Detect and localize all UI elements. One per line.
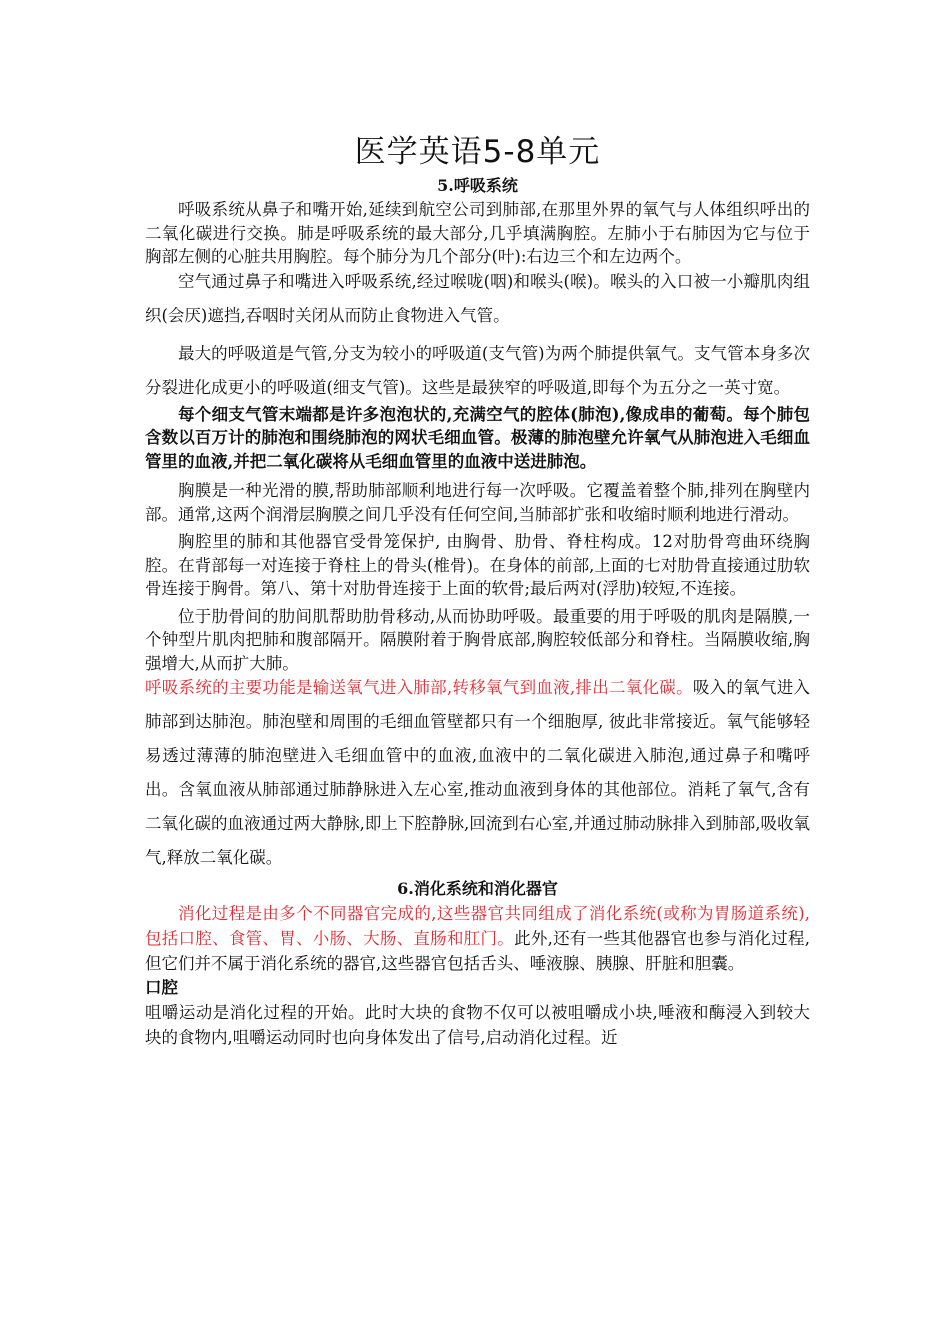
sub-heading-mouth: 口腔 <box>145 978 178 997</box>
highlight-main-function: 呼吸系统的主要功能是输送氧气进入肺部,转移氧气到血液,排出二氧化碳。 <box>145 678 693 697</box>
paragraph-respiratory-overview: 呼吸系统从鼻子和嘴开始,延续到航空公司到肺部,在那里外界的氧气与人体组织呼出的二氧化碳进行交换。肺是呼吸系统的最大部分,几乎填满胸腔。左肺小于右肺因为它与位于胸部左侧的心脏共用胸腔。每个肺分为几个部分(叶):右边三个和左边两个。 <box>145 200 810 266</box>
document-page <box>145 130 810 1050</box>
paragraph-alveoli: 每个细支气管末端都是许多泡泡状的,充满空气的腔体(肺泡),像成串的葡萄。每个肺包含数以百万计的肺泡和围绕肺泡的网状毛细血管。极薄的肺泡壁允许氧气从肺泡进入毛细血管里的血液,并把二氧化碳将从毛细血管里的血液中送进肺泡。 <box>145 404 810 471</box>
section-heading-respiratory: 5.呼吸系统 <box>437 176 518 195</box>
highlight-digestive-organs: 消化过程是由多个不同器官完成的,这些器官共同组成了消化系统(或称为胃肠道系统),包括口腔、食管、胃、小肠、大肠、直肠和肛门。 <box>145 904 810 948</box>
paragraph-bronchi: 最大的呼吸道是气管,分支为较小的呼吸道(支气管)为两个肺提供氧气。支气管本身多次分裂进化成更小的呼吸道(细支气管)。这些是最狭窄的呼吸道,即每个为五分之一英寸宽。 <box>145 343 810 397</box>
document-title: 医学英语5-8单元 <box>354 134 601 170</box>
paragraph-digestive-overview <box>145 901 810 976</box>
paragraph-accessory-organs-text: 此外,还有一些其他器官也参与消化过程,但它们并不属于消化系统的器官,这些器官包括舌头、唾液腺、胰腺、肝脏和胆囊。 <box>145 929 811 973</box>
paragraph-rib-cage: 胸腔里的肺和其他器官受骨笼保护, 由胸骨、肋骨、脊柱构成。12对肋骨弯曲环绕胸腔。在背部每一对连接于脊柱上的骨头(椎骨)。在身体的前部,上面的七对肋骨直接通过肋软骨连接于胸骨。第八、第十对肋骨连接于上面的软骨;最后两对(浮肋)较短,不连接。 <box>145 532 810 598</box>
paragraph-diaphragm: 位于肋骨间的肋间肌帮助肋骨移动,从而协助呼吸。最重要的用于呼吸的肌肉是隔膜,一个钟型片肌肉把肺和腹部隔开。隔膜附着于胸骨底部,胸腔较低部分和脊柱。当隔膜收缩,胸强增大,从而扩大肺。 <box>145 606 810 673</box>
paragraph-chewing: 咀嚼运动是消化过程的开始。此时大块的食物不仅可以被咀嚼成小块,唾液和酶浸入到较大块的食物内,咀嚼运动同时也向身体发出了信号,启动消化过程。近 <box>145 1003 810 1047</box>
paragraph-respiratory-function <box>145 671 810 875</box>
paragraph-airway-entry: 空气通过鼻子和嘴进入呼吸系统,经过喉咙(咽)和喉头(喉)。喉头的入口被一小瓣肌肉组织(会厌)遮挡,吞咽时关闭从而防止食物进入气管。 <box>145 271 810 325</box>
section-heading-digestive: 6.消化系统和消化器官 <box>397 879 558 898</box>
paragraph-pleura: 胸膜是一种光滑的膜,帮助肺部顺利地进行每一次呼吸。它覆盖着整个肺,排列在胸壁内部。通常,这两个润滑层胸膜之间几乎没有任何空间,当肺部扩张和收缩时顺利地进行滑动。 <box>145 481 810 524</box>
paragraph-gas-exchange-text: 吸入的氧气进入肺部到达肺泡。肺泡壁和周围的毛细血管壁都只有一个细胞厚, 彼此非常接近。氧气能够轻易透过薄薄的肺泡壁进入毛细血管中的血液,血液中的二氧化碳进入肺泡,通过鼻子和嘴呼出。含氧血液从肺部通过肺静脉进入左心室,推动血液到身体的其他部位。消耗了氧气,含有二氧化碳的血液通过两大静脉,即上下腔静脉,回流到右心室,并通过肺动脉排入到肺部,吸收氧气,释放二氧化碳。 <box>145 678 810 867</box>
